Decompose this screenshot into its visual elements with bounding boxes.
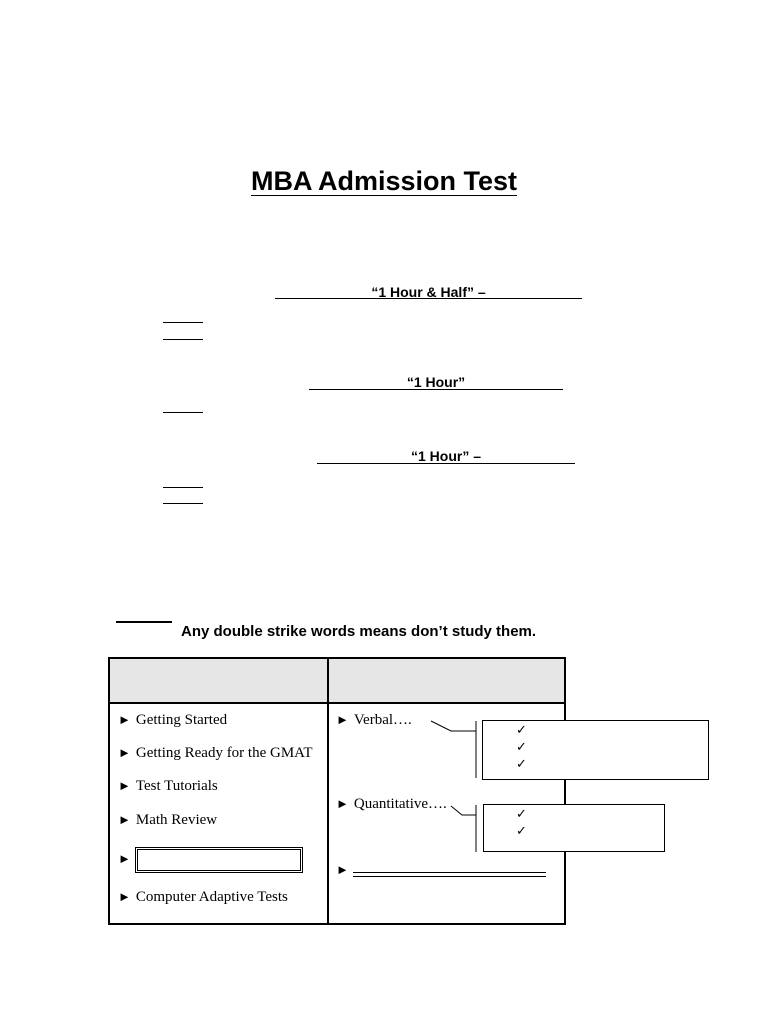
section-heading-1: “1 Hour & Half” – [371,284,486,300]
list-item: ► Math Review [118,812,218,828]
section-heading-3: “1 Hour” – [410,448,481,464]
verbal-item: ► Verbal…. [336,712,412,728]
check-icon: ✓ [516,824,527,839]
arrow-icon: ► [118,851,131,866]
list-item: ► Getting Ready for the GMAT [118,745,313,761]
check-icon: ✓ [516,807,527,822]
list-item: ► Computer Adaptive Tests [118,889,288,905]
arrow-icon: ► [118,745,131,760]
arrow-icon: ► [336,796,349,811]
list-item: ► Test Tutorials [118,778,218,794]
arrow-icon: ► [118,889,131,904]
check-icon: ✓ [516,723,527,738]
arrow-icon: ► [336,712,349,727]
list-item: ► Getting Started [118,712,228,728]
page-title: MBA Admission Test [250,166,518,196]
arrow-icon: ► [118,712,131,727]
check-icon: ✓ [516,740,527,755]
quantitative-detail-box [483,804,665,852]
check-icon: ✓ [516,757,527,772]
arrow-icon: ► [118,778,131,793]
quantitative-item: ► Quantitative…. [336,796,447,812]
arrow-icon: ► [118,812,131,827]
arrow-icon: ► [336,862,349,877]
section-heading-2: “1 Hour” [406,374,466,390]
note-text: Any double strike words means don’t study them. [181,623,537,640]
